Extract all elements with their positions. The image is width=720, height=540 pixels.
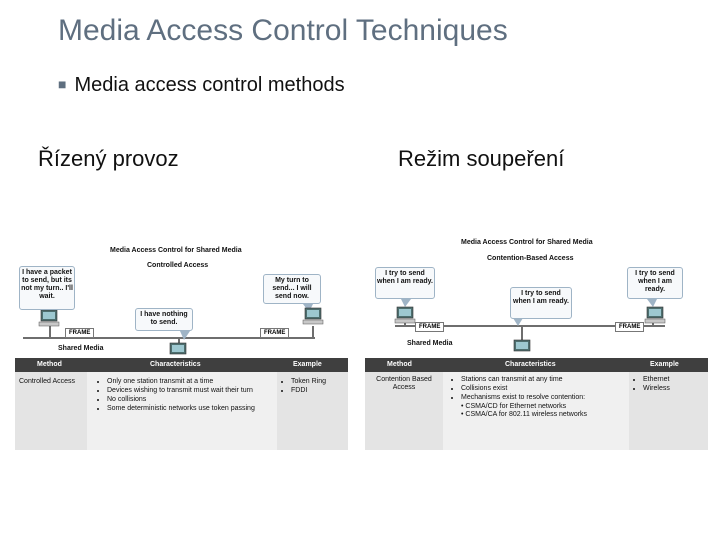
frame-label: FRAME: [615, 322, 644, 332]
figure-subtitle: Contention-Based Access: [487, 255, 574, 262]
figure-subtitle: Controlled Access: [147, 262, 209, 269]
characteristics-cell: [449, 376, 629, 419]
square-bullet-icon: ■: [58, 76, 67, 92]
right-heading: Režim soupeření: [398, 146, 565, 171]
list-item: • Stations can transmit at any time: [461, 376, 629, 384]
contention-access-figure: [365, 230, 708, 450]
column-header: Characteristics: [150, 361, 201, 368]
speech-bubble: I try to send when I am ready.: [627, 267, 683, 299]
list-item: • Wireless: [643, 385, 701, 393]
medium-label: Shared Media: [58, 345, 104, 352]
frame-label: FRAME: [65, 328, 94, 338]
characteristics-cell: [95, 378, 275, 414]
bullet-item: [58, 74, 345, 97]
pc-icon: [303, 308, 323, 324]
list-item: • Token Ring: [291, 378, 345, 386]
left-heading: Řízený provoz: [38, 146, 179, 171]
pc-icon: [645, 307, 665, 323]
pc-icon: [170, 343, 186, 354]
column-header: Example: [293, 361, 322, 368]
speech-bubble: I try to send when I am ready.: [375, 267, 435, 299]
medium-label: Shared Media: [407, 340, 453, 347]
frame-label: FRAME: [415, 322, 444, 332]
list-item: • Some deterministic networks use token passing: [107, 405, 275, 413]
sub-list-item: • CSMA/CD for Ethernet networks: [461, 403, 567, 410]
pc-icon: [395, 307, 415, 323]
list-item: • Mechanisms exist to resolve contention:: [461, 394, 629, 402]
bullet-text: Media access control methods: [74, 74, 345, 96]
list-item: • FDDI: [291, 387, 345, 395]
column-header: Method: [387, 361, 412, 368]
figure-title: Media Access Control for Shared Media: [461, 239, 593, 246]
speech-bubble: My turn to send... I will send now.: [263, 274, 321, 304]
list-item: • Collisions exist: [461, 385, 629, 393]
method-cell: Contention Based Access: [376, 376, 432, 391]
table-header: [365, 358, 708, 372]
speech-bubble: I try to send when I am ready.: [510, 287, 572, 319]
list-item: • No collisions: [107, 396, 275, 404]
frame-label: FRAME: [260, 328, 289, 338]
list-item: • Ethernet: [643, 376, 701, 384]
pc-icon: [39, 310, 59, 326]
figure-title: Media Access Control for Shared Media: [110, 247, 242, 254]
column-header: Method: [37, 361, 62, 368]
table-header: [15, 358, 348, 372]
controlled-access-figure: [15, 230, 348, 450]
example-cell: [279, 378, 345, 396]
example-cell: [631, 376, 701, 394]
column-header: Characteristics: [505, 361, 556, 368]
method-cell: Controlled Access: [19, 378, 76, 385]
pc-icon: [514, 340, 530, 351]
speech-bubble: I have a packet to send, but its not my turn.. I'll wait.: [19, 266, 75, 310]
speech-bubble: I have nothing to send.: [135, 308, 193, 331]
sub-list-item: • CSMA/CA for 802.11 wireless networks: [461, 411, 588, 418]
list-item: • Devices wishing to transmit must wait their turn: [107, 387, 275, 395]
list-item: • Only one station transmit at a time: [107, 378, 275, 386]
column-header: Example: [650, 361, 679, 368]
slide-title: Media Access Control Techniques: [58, 14, 508, 47]
